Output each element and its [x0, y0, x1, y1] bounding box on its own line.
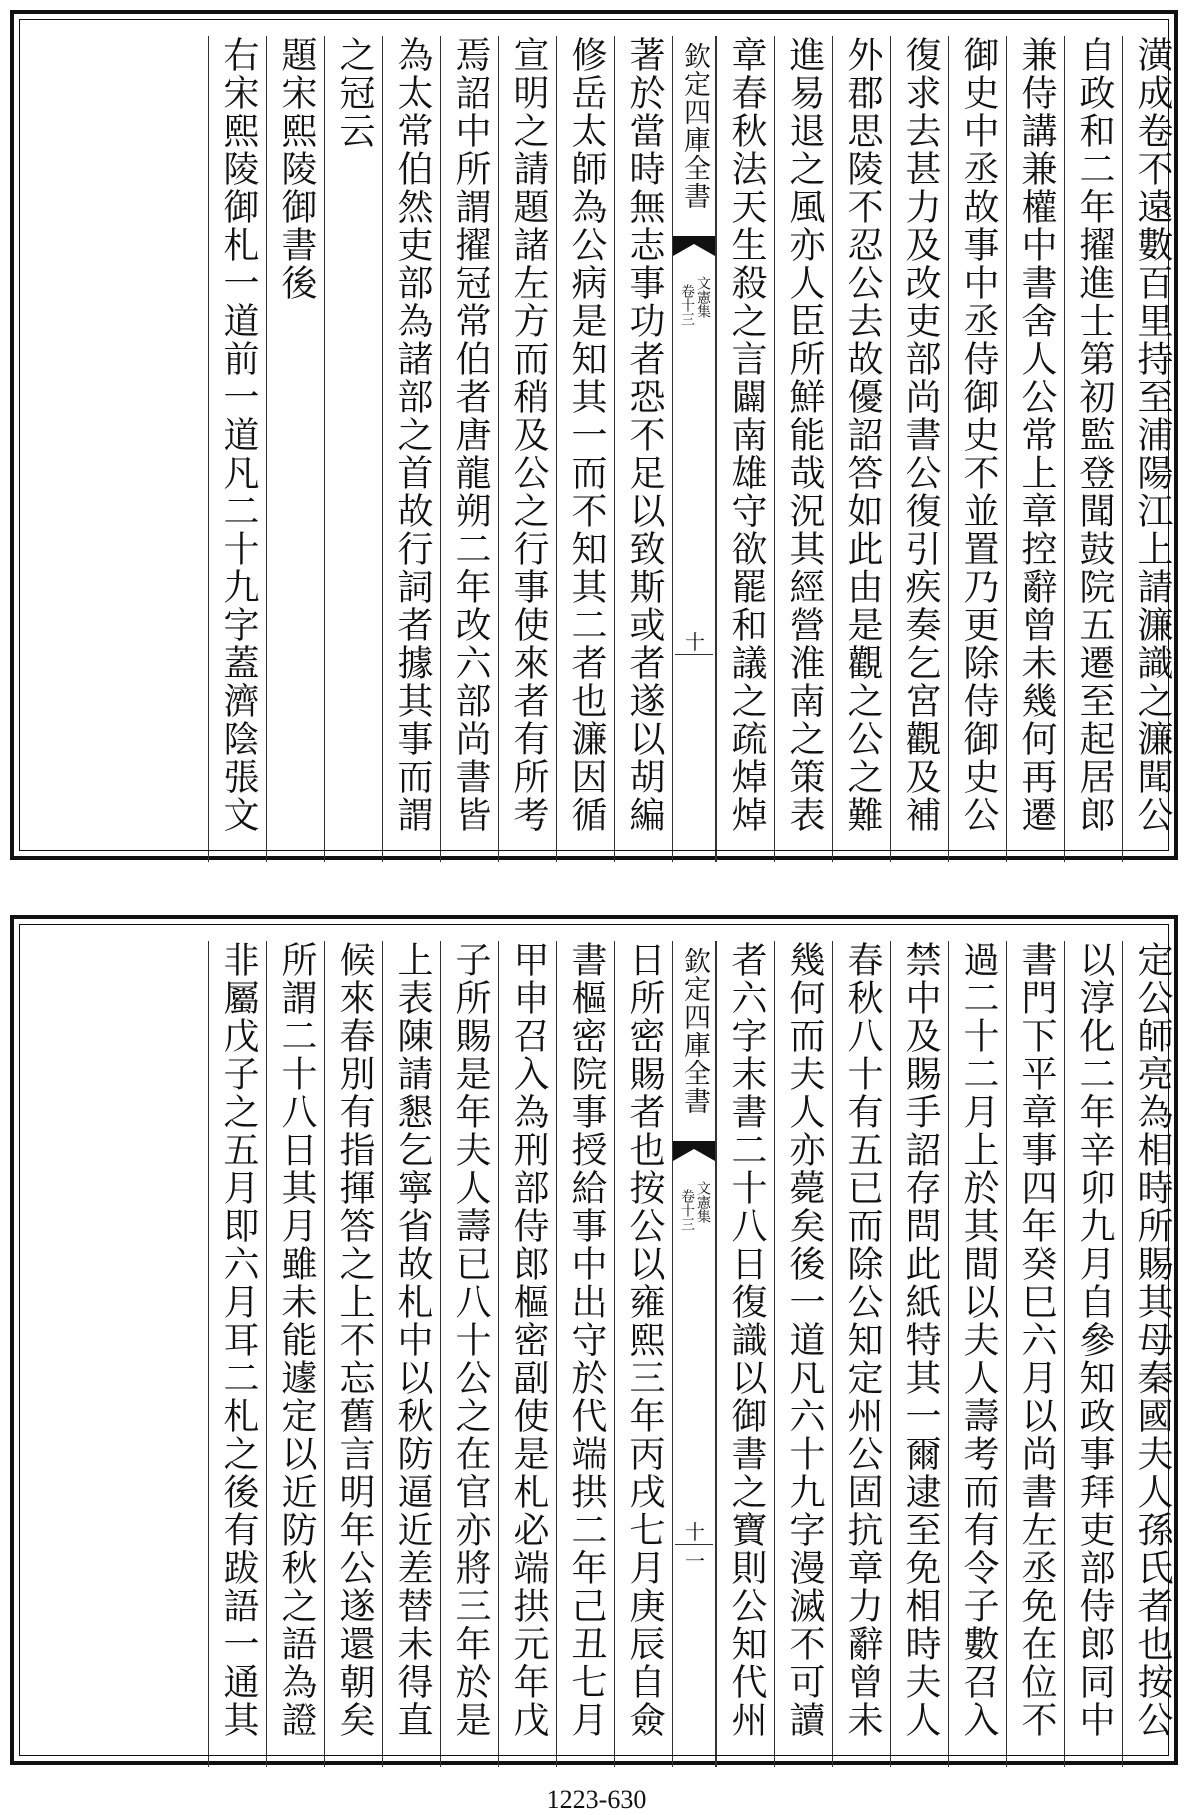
text-column: [948, 941, 1006, 1767]
column-text: 章春秋法天生殺之言闢南雄守欲罷和議之疏焯焯: [726, 36, 767, 834]
fishtail-ornament: [673, 1141, 715, 1161]
text-column: [614, 941, 672, 1767]
text-column: [716, 36, 774, 862]
volume-label: 卷十三: [679, 1189, 695, 1231]
collection-name: 文憲集: [695, 1181, 711, 1223]
column-text: 書門下平章事四年癸巳六月以尚書左丞免在位不: [1016, 941, 1057, 1739]
text-column: [1122, 36, 1180, 862]
text-column: [948, 36, 1006, 862]
column-text: 上表陳請懇乞寧省故札中以秋防逼近差替未得直: [392, 941, 433, 1739]
text-column: [266, 941, 324, 1767]
book-title: 欽定四庫全書: [679, 42, 710, 210]
text-column: [498, 941, 556, 1767]
column-text: 所謂二十八日其月雖未能遽定以近防秋之語為證: [276, 941, 317, 1739]
text-column: [1122, 941, 1180, 1767]
leaf-number: 十一: [685, 1520, 705, 1573]
column-text: 非屬戊子之五月即六月耳二札之後有跋語一通其: [218, 941, 259, 1739]
text-column: [440, 36, 498, 862]
text-column: [716, 941, 774, 1767]
column-text: 過二十二月上於其間以夫人壽考而有令子數召入: [958, 941, 999, 1739]
collection-name: 文憲集: [695, 276, 711, 318]
text-column: [208, 36, 266, 862]
column-text: 焉詔中所謂擢冠常伯者唐龍朔二年改六部尚書皆: [450, 36, 491, 834]
column-text: 兼侍講兼權中書舍人公常上章控辭曾未幾何再遷: [1016, 36, 1057, 834]
text-column: [498, 36, 556, 862]
column-text: 潢成卷不遠數百里持至浦陽江上請濂識之濂聞公: [1132, 36, 1173, 834]
lower-page: [0, 905, 1193, 1775]
lower-page-columns: [36, 941, 1180, 1767]
column-text: 禁中及賜手詔存問此紙特其一爾逮至免相時夫人: [900, 941, 941, 1739]
column-text: 宣明之請題諸左方而稍及公之行事使來者有所考: [508, 36, 549, 834]
upper-page: [0, 0, 1193, 870]
column-text: 候來春別有指揮答之上不忘舊言明年公遂還朝矣: [334, 941, 375, 1739]
text-column: [266, 36, 324, 862]
column-text: 幾何而夫人亦薨矣後一道凡六十九字漫滅不可讀: [784, 941, 825, 1739]
column-text: 御史中丞故事中丞侍御史不並置乃更除侍御史公: [958, 36, 999, 834]
upper-page-columns: [36, 36, 1180, 862]
book-title: 欽定四庫全書: [679, 947, 710, 1115]
text-column: [774, 941, 832, 1767]
column-text: 自政和二年擢進士第初監登聞鼓院五遷至起居郎: [1074, 36, 1115, 834]
column-text: 著於當時無志事功者恐不足以致斯或者遂以胡編: [624, 36, 665, 834]
text-column: [890, 941, 948, 1767]
text-column: [1064, 941, 1122, 1767]
lower-page-frame: [10, 915, 1178, 1765]
book-title-strip: [672, 36, 716, 862]
text-column: [382, 36, 440, 862]
fishtail-ornament: [673, 236, 715, 256]
column-text: 進易退之風亦人臣所鮮能哉況其經營淮南之策表: [784, 36, 825, 834]
text-column: [832, 941, 890, 1767]
text-column: [832, 36, 890, 862]
volume-label: 卷十三: [679, 284, 695, 326]
column-text: 定公師亮為相時所賜其母秦國夫人孫氏者也按公: [1132, 941, 1173, 1739]
column-text: 外郡思陵不忍公去故優詔答如此由是觀之公之難: [842, 36, 883, 834]
column-text: 復求去甚力及改吏部尚書公復引疾奏乞宮觀及補: [900, 36, 941, 834]
text-column: [1064, 36, 1122, 862]
text-column: [208, 941, 266, 1767]
text-column: [556, 36, 614, 862]
column-text: 以淳化二年辛卯九月自參知政事拜吏部侍郎同中: [1074, 941, 1115, 1739]
column-text: 為太常伯然吏部為諸部之首故行詞者據其事而謂: [392, 36, 433, 834]
book-title-strip: [672, 941, 716, 1767]
upper-page-frame: [10, 10, 1178, 860]
text-column: [440, 941, 498, 1767]
text-column: [614, 36, 672, 862]
text-column: [774, 36, 832, 862]
column-text: 者六字末書二十八日復識以御書之寶則公知代州: [726, 941, 767, 1739]
column-text: 修岳太師為公病是知其一而不知其二者也濂因循: [566, 36, 607, 834]
text-column: [324, 36, 382, 862]
strip-rule: [675, 1544, 713, 1545]
text-column: [556, 941, 614, 1767]
page-number: 1223-630: [546, 1785, 647, 1814]
text-column: [1006, 36, 1064, 862]
column-text: 題宋熙陵御書後: [276, 36, 317, 302]
column-text: 書樞密院事授給事中出守於代端拱二年己丑七月: [566, 941, 607, 1739]
text-column: [1006, 941, 1064, 1767]
column-text: 日所密賜者也按公以雍熙三年丙戌七月庚辰自僉: [624, 941, 665, 1739]
text-column: [382, 941, 440, 1767]
leaf-number: 十: [685, 630, 705, 654]
column-text: 之冠云: [334, 36, 375, 150]
column-text: 甲申召入為刑部侍郎樞密副使是札必端拱元年戊: [508, 941, 549, 1739]
strip-rule: [675, 654, 713, 655]
text-column: [324, 941, 382, 1767]
column-text: 子所賜是年夫人壽已八十公之在官亦將三年於是: [450, 941, 491, 1739]
column-text: 春秋八十有五已而除公知定州公固抗章力辭曾未: [842, 941, 883, 1739]
column-text: 右宋熙陵御札一道前一道凡二十九字蓋濟陰張文: [218, 36, 259, 834]
text-column: [890, 36, 948, 862]
